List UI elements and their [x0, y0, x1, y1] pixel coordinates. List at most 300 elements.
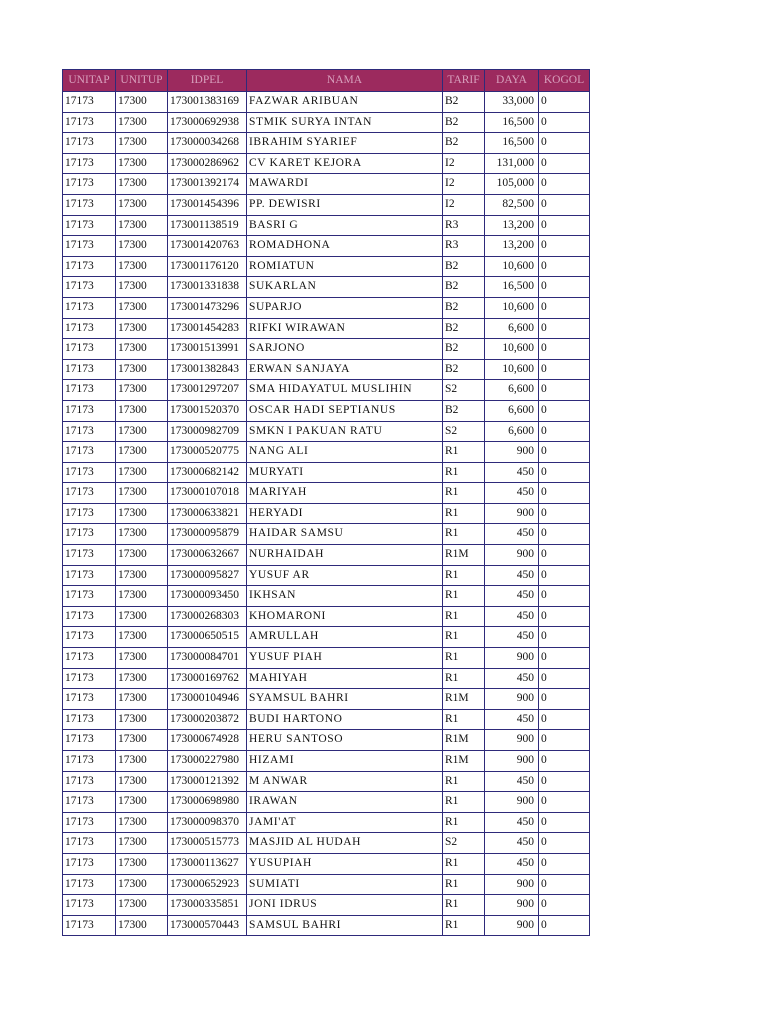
cell-kogol: 0 [539, 380, 590, 401]
cell-nama: KHOMARONI [247, 606, 443, 627]
table-row [63, 236, 590, 257]
cell-nama: PP. DEWISRI [247, 194, 443, 215]
cell-nama: JAMI'AT [247, 812, 443, 833]
cell-tarif: R1M [443, 689, 485, 710]
cell-tarif: R1 [443, 442, 485, 463]
cell-nama: SMKN I PAKUAN RATU [247, 421, 443, 442]
cell-kogol: 0 [539, 400, 590, 421]
cell-tarif: R1M [443, 730, 485, 751]
cell-kogol: 0 [539, 194, 590, 215]
cell-idpel: 173001420763 [168, 236, 247, 257]
cell-idpel: 173001176120 [168, 256, 247, 277]
cell-idpel: 173000268303 [168, 606, 247, 627]
cell-daya: 16,500 [485, 277, 539, 298]
cell-tarif: B2 [443, 92, 485, 113]
cell-kogol: 0 [539, 174, 590, 195]
cell-idpel: 173000632667 [168, 545, 247, 566]
cell-unitap: 17173 [63, 194, 116, 215]
cell-idpel: 173000682142 [168, 462, 247, 483]
cell-tarif: R1 [443, 895, 485, 916]
cell-unitup: 17300 [116, 709, 168, 730]
table-row [63, 256, 590, 277]
cell-kogol: 0 [539, 462, 590, 483]
cell-nama: SMA HIDAYATUL MUSLIHIN [247, 380, 443, 401]
cell-tarif: R1 [443, 709, 485, 730]
cell-idpel: 173000633821 [168, 503, 247, 524]
cell-unitap: 17173 [63, 915, 116, 936]
cell-tarif: R1 [443, 524, 485, 545]
table-row [63, 462, 590, 483]
table-row [63, 833, 590, 854]
cell-nama: FAZWAR ARIBUAN [247, 92, 443, 113]
cell-tarif: R1 [443, 462, 485, 483]
table-row [63, 174, 590, 195]
cell-unitup: 17300 [116, 359, 168, 380]
cell-kogol: 0 [539, 771, 590, 792]
cell-unitup: 17300 [116, 874, 168, 895]
cell-unitap: 17173 [63, 483, 116, 504]
cell-daya: 6,600 [485, 318, 539, 339]
table-row [63, 524, 590, 545]
table-row [63, 853, 590, 874]
table-row [63, 874, 590, 895]
cell-daya: 10,600 [485, 256, 539, 277]
cell-idpel: 173000113627 [168, 853, 247, 874]
table-row [63, 586, 590, 607]
cell-unitup: 17300 [116, 833, 168, 854]
header-kogol: KOGOL [539, 70, 590, 92]
cell-unitap: 17173 [63, 524, 116, 545]
cell-daya: 10,600 [485, 359, 539, 380]
cell-nama: HAIDAR SAMSU [247, 524, 443, 545]
header-row [63, 70, 590, 92]
cell-unitup: 17300 [116, 915, 168, 936]
cell-idpel: 173001454283 [168, 318, 247, 339]
cell-idpel: 173000286962 [168, 153, 247, 174]
cell-idpel: 173001138519 [168, 215, 247, 236]
cell-nama: MAWARDI [247, 174, 443, 195]
cell-unitup: 17300 [116, 194, 168, 215]
cell-tarif: R1 [443, 792, 485, 813]
cell-unitap: 17173 [63, 462, 116, 483]
cell-kogol: 0 [539, 812, 590, 833]
cell-daya: 900 [485, 895, 539, 916]
table-row [63, 297, 590, 318]
cell-unitup: 17300 [116, 689, 168, 710]
cell-unitap: 17173 [63, 792, 116, 813]
cell-idpel: 173001383169 [168, 92, 247, 113]
cell-unitup: 17300 [116, 256, 168, 277]
cell-daya: 450 [485, 606, 539, 627]
customer-table-container [62, 69, 590, 936]
cell-idpel: 173001392174 [168, 174, 247, 195]
table-row [63, 751, 590, 772]
cell-kogol: 0 [539, 442, 590, 463]
cell-unitap: 17173 [63, 153, 116, 174]
cell-unitap: 17173 [63, 339, 116, 360]
cell-idpel: 173000169762 [168, 668, 247, 689]
cell-nama: IBRAHIM SYARIEF [247, 133, 443, 154]
table-row [63, 565, 590, 586]
cell-daya: 13,200 [485, 236, 539, 257]
table-row [63, 400, 590, 421]
cell-kogol: 0 [539, 359, 590, 380]
cell-idpel: 173000652923 [168, 874, 247, 895]
table-row [63, 483, 590, 504]
cell-kogol: 0 [539, 648, 590, 669]
cell-kogol: 0 [539, 256, 590, 277]
cell-nama: NANG ALI [247, 442, 443, 463]
cell-daya: 450 [485, 483, 539, 504]
cell-nama: SUMIATI [247, 874, 443, 895]
cell-nama: BASRI G [247, 215, 443, 236]
customer-table [62, 69, 590, 936]
cell-nama: SUKARLAN [247, 277, 443, 298]
cell-idpel: 173001520370 [168, 400, 247, 421]
cell-nama: IRAWAN [247, 792, 443, 813]
table-row [63, 709, 590, 730]
cell-unitap: 17173 [63, 503, 116, 524]
cell-kogol: 0 [539, 565, 590, 586]
cell-kogol: 0 [539, 709, 590, 730]
cell-unitap: 17173 [63, 627, 116, 648]
cell-unitup: 17300 [116, 462, 168, 483]
cell-daya: 13,200 [485, 215, 539, 236]
cell-idpel: 173000203872 [168, 709, 247, 730]
cell-idpel: 173000084701 [168, 648, 247, 669]
cell-idpel: 173000698980 [168, 792, 247, 813]
cell-idpel: 173000227980 [168, 751, 247, 772]
header-daya: DAYA [485, 70, 539, 92]
cell-unitap: 17173 [63, 421, 116, 442]
header-idpel: IDPEL [168, 70, 247, 92]
cell-daya: 450 [485, 524, 539, 545]
cell-daya: 10,600 [485, 339, 539, 360]
table-row [63, 812, 590, 833]
cell-unitup: 17300 [116, 606, 168, 627]
cell-unitup: 17300 [116, 730, 168, 751]
cell-kogol: 0 [539, 874, 590, 895]
cell-nama: IKHSAN [247, 586, 443, 607]
cell-unitap: 17173 [63, 853, 116, 874]
table-row [63, 442, 590, 463]
table-row [63, 215, 590, 236]
cell-nama: YUSUPIAH [247, 853, 443, 874]
cell-tarif: R1M [443, 545, 485, 566]
cell-nama: MAHIYAH [247, 668, 443, 689]
cell-unitup: 17300 [116, 771, 168, 792]
cell-nama: ROMIATUN [247, 256, 443, 277]
cell-daya: 82,500 [485, 194, 539, 215]
cell-daya: 900 [485, 751, 539, 772]
cell-tarif: R1M [443, 751, 485, 772]
cell-tarif: R3 [443, 215, 485, 236]
cell-nama: JONI IDRUS [247, 895, 443, 916]
cell-daya: 6,600 [485, 380, 539, 401]
cell-tarif: B2 [443, 112, 485, 133]
cell-tarif: R3 [443, 236, 485, 257]
cell-tarif: R1 [443, 565, 485, 586]
cell-idpel: 173001473296 [168, 297, 247, 318]
cell-tarif: B2 [443, 277, 485, 298]
cell-daya: 450 [485, 668, 539, 689]
table-row [63, 133, 590, 154]
cell-kogol: 0 [539, 277, 590, 298]
table-row [63, 792, 590, 813]
cell-daya: 900 [485, 792, 539, 813]
cell-nama: SARJONO [247, 339, 443, 360]
cell-kogol: 0 [539, 895, 590, 916]
cell-kogol: 0 [539, 853, 590, 874]
cell-idpel: 173000095879 [168, 524, 247, 545]
cell-unitap: 17173 [63, 256, 116, 277]
cell-unitup: 17300 [116, 648, 168, 669]
table-row [63, 339, 590, 360]
cell-daya: 900 [485, 689, 539, 710]
cell-unitap: 17173 [63, 689, 116, 710]
table-row [63, 153, 590, 174]
header-unitup: UNITUP [116, 70, 168, 92]
cell-unitap: 17173 [63, 277, 116, 298]
cell-unitap: 17173 [63, 812, 116, 833]
cell-unitap: 17173 [63, 92, 116, 113]
cell-unitap: 17173 [63, 771, 116, 792]
cell-nama: ERWAN SANJAYA [247, 359, 443, 380]
cell-daya: 450 [485, 565, 539, 586]
cell-daya: 900 [485, 545, 539, 566]
cell-unitup: 17300 [116, 442, 168, 463]
cell-tarif: S2 [443, 833, 485, 854]
cell-idpel: 173001297207 [168, 380, 247, 401]
cell-tarif: R1 [443, 874, 485, 895]
cell-unitup: 17300 [116, 751, 168, 772]
cell-unitup: 17300 [116, 853, 168, 874]
cell-kogol: 0 [539, 915, 590, 936]
cell-kogol: 0 [539, 689, 590, 710]
cell-kogol: 0 [539, 668, 590, 689]
cell-nama: M ANWAR [247, 771, 443, 792]
cell-idpel: 173000692938 [168, 112, 247, 133]
cell-nama: NURHAIDAH [247, 545, 443, 566]
cell-unitap: 17173 [63, 895, 116, 916]
cell-idpel: 173001513991 [168, 339, 247, 360]
cell-kogol: 0 [539, 503, 590, 524]
table-row [63, 771, 590, 792]
cell-daya: 900 [485, 442, 539, 463]
cell-unitap: 17173 [63, 400, 116, 421]
cell-unitap: 17173 [63, 586, 116, 607]
cell-unitup: 17300 [116, 565, 168, 586]
cell-daya: 131,000 [485, 153, 539, 174]
cell-daya: 450 [485, 586, 539, 607]
cell-idpel: 173001454396 [168, 194, 247, 215]
cell-tarif: R1 [443, 853, 485, 874]
cell-unitap: 17173 [63, 648, 116, 669]
cell-tarif: I2 [443, 194, 485, 215]
cell-tarif: R1 [443, 503, 485, 524]
table-row [63, 545, 590, 566]
table-row [63, 915, 590, 936]
cell-unitup: 17300 [116, 174, 168, 195]
cell-tarif: B2 [443, 339, 485, 360]
table-row [63, 277, 590, 298]
cell-unitap: 17173 [63, 359, 116, 380]
cell-unitup: 17300 [116, 297, 168, 318]
cell-kogol: 0 [539, 112, 590, 133]
cell-daya: 450 [485, 709, 539, 730]
cell-unitap: 17173 [63, 751, 116, 772]
cell-nama: OSCAR HADI SEPTIANUS [247, 400, 443, 421]
cell-tarif: R1 [443, 627, 485, 648]
cell-unitap: 17173 [63, 133, 116, 154]
table-row [63, 689, 590, 710]
cell-daya: 10,600 [485, 297, 539, 318]
cell-unitap: 17173 [63, 215, 116, 236]
table-row [63, 503, 590, 524]
cell-unitup: 17300 [116, 133, 168, 154]
cell-unitap: 17173 [63, 112, 116, 133]
cell-kogol: 0 [539, 421, 590, 442]
table-row [63, 421, 590, 442]
cell-daya: 6,600 [485, 400, 539, 421]
table-row [63, 627, 590, 648]
cell-idpel: 173000107018 [168, 483, 247, 504]
table-body [63, 92, 590, 936]
header-tarif: TARIF [443, 70, 485, 92]
cell-daya: 900 [485, 730, 539, 751]
cell-kogol: 0 [539, 318, 590, 339]
cell-nama: SUPARJO [247, 297, 443, 318]
cell-unitap: 17173 [63, 236, 116, 257]
cell-kogol: 0 [539, 586, 590, 607]
cell-idpel: 173000093450 [168, 586, 247, 607]
cell-tarif: I2 [443, 153, 485, 174]
cell-unitup: 17300 [116, 503, 168, 524]
cell-tarif: R1 [443, 483, 485, 504]
cell-nama: BUDI HARTONO [247, 709, 443, 730]
cell-unitup: 17300 [116, 627, 168, 648]
cell-kogol: 0 [539, 627, 590, 648]
cell-unitup: 17300 [116, 524, 168, 545]
cell-unitap: 17173 [63, 442, 116, 463]
table-row [63, 895, 590, 916]
cell-kogol: 0 [539, 730, 590, 751]
cell-kogol: 0 [539, 833, 590, 854]
cell-daya: 900 [485, 648, 539, 669]
cell-daya: 450 [485, 462, 539, 483]
cell-unitup: 17300 [116, 92, 168, 113]
cell-idpel: 173000515773 [168, 833, 247, 854]
cell-unitup: 17300 [116, 339, 168, 360]
table-row [63, 648, 590, 669]
table-row [63, 318, 590, 339]
cell-tarif: B2 [443, 400, 485, 421]
cell-nama: MARIYAH [247, 483, 443, 504]
cell-unitup: 17300 [116, 545, 168, 566]
cell-daya: 900 [485, 915, 539, 936]
cell-tarif: B2 [443, 359, 485, 380]
cell-nama: YUSUF PIAH [247, 648, 443, 669]
cell-idpel: 173000034268 [168, 133, 247, 154]
cell-idpel: 173000098370 [168, 812, 247, 833]
cell-nama: MURYATI [247, 462, 443, 483]
cell-tarif: I2 [443, 174, 485, 195]
cell-idpel: 173000335851 [168, 895, 247, 916]
cell-unitup: 17300 [116, 421, 168, 442]
cell-kogol: 0 [539, 483, 590, 504]
cell-unitap: 17173 [63, 833, 116, 854]
cell-nama: CV KARET KEJORA [247, 153, 443, 174]
cell-unitap: 17173 [63, 606, 116, 627]
cell-tarif: R1 [443, 812, 485, 833]
table-row [63, 92, 590, 113]
cell-unitap: 17173 [63, 730, 116, 751]
cell-tarif: S2 [443, 380, 485, 401]
cell-kogol: 0 [539, 524, 590, 545]
table-row [63, 380, 590, 401]
cell-idpel: 173000674928 [168, 730, 247, 751]
cell-daya: 450 [485, 627, 539, 648]
cell-daya: 900 [485, 874, 539, 895]
cell-unitap: 17173 [63, 174, 116, 195]
cell-unitup: 17300 [116, 236, 168, 257]
cell-kogol: 0 [539, 606, 590, 627]
cell-daya: 450 [485, 812, 539, 833]
cell-nama: HERU SANTOSO [247, 730, 443, 751]
cell-nama: STMIK SURYA INTAN [247, 112, 443, 133]
table-row [63, 730, 590, 751]
cell-kogol: 0 [539, 92, 590, 113]
cell-unitup: 17300 [116, 112, 168, 133]
cell-kogol: 0 [539, 297, 590, 318]
cell-idpel: 173000121392 [168, 771, 247, 792]
cell-kogol: 0 [539, 545, 590, 566]
cell-idpel: 173000520775 [168, 442, 247, 463]
cell-unitap: 17173 [63, 874, 116, 895]
cell-unitup: 17300 [116, 380, 168, 401]
cell-unitap: 17173 [63, 297, 116, 318]
cell-unitup: 17300 [116, 586, 168, 607]
cell-tarif: B2 [443, 318, 485, 339]
cell-nama: MASJID AL HUDAH [247, 833, 443, 854]
cell-unitap: 17173 [63, 318, 116, 339]
cell-nama: YUSUF AR [247, 565, 443, 586]
cell-idpel: 173000982709 [168, 421, 247, 442]
table-row [63, 606, 590, 627]
header-nama: NAMA [247, 70, 443, 92]
cell-idpel: 173001331838 [168, 277, 247, 298]
cell-idpel: 173001382843 [168, 359, 247, 380]
cell-daya: 33,000 [485, 92, 539, 113]
header-unitap: UNITAP [63, 70, 116, 92]
cell-kogol: 0 [539, 339, 590, 360]
cell-unitup: 17300 [116, 668, 168, 689]
cell-unitup: 17300 [116, 153, 168, 174]
cell-unitup: 17300 [116, 318, 168, 339]
cell-idpel: 173000095827 [168, 565, 247, 586]
cell-tarif: S2 [443, 421, 485, 442]
table-row [63, 359, 590, 380]
cell-unitap: 17173 [63, 709, 116, 730]
cell-daya: 16,500 [485, 112, 539, 133]
cell-kogol: 0 [539, 792, 590, 813]
cell-unitap: 17173 [63, 668, 116, 689]
cell-unitap: 17173 [63, 545, 116, 566]
cell-tarif: R1 [443, 648, 485, 669]
cell-unitup: 17300 [116, 895, 168, 916]
cell-unitup: 17300 [116, 215, 168, 236]
cell-idpel: 173000650515 [168, 627, 247, 648]
